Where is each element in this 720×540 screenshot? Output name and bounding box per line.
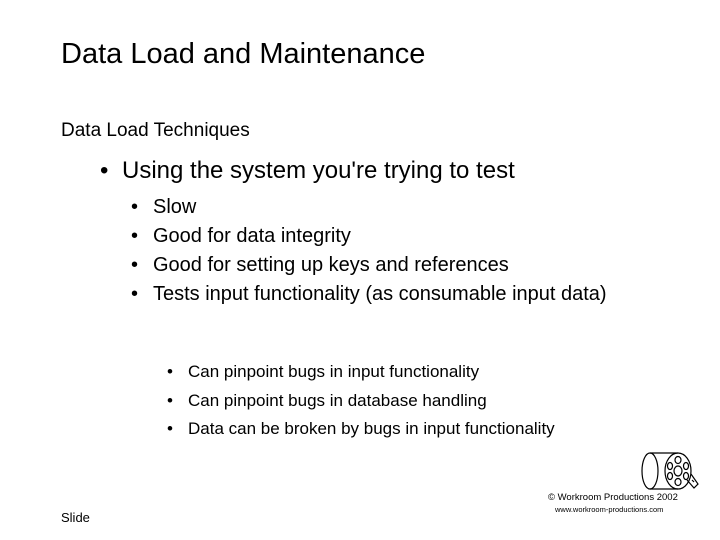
bullet-marker: • <box>167 362 173 381</box>
section-heading: Data Load Techniques <box>61 120 250 141</box>
bullet-marker: • <box>131 254 139 276</box>
level1-bullet-item <box>100 155 515 187</box>
level3-bullet-item <box>167 415 687 444</box>
level2-bullet-text: Good for data integrity <box>153 225 351 247</box>
bullet-marker: • <box>167 390 173 410</box>
level3-bullet-text: Data can be broken by bugs in input functionality <box>188 419 555 438</box>
level1-bullet-text: Using the system you're trying to test <box>122 157 515 184</box>
bullet-marker: • <box>100 157 109 184</box>
slide-title: Data Load and Maintenance <box>61 38 426 70</box>
slide-footer-label: Slide <box>61 510 90 525</box>
copyright-text: © Workroom Productions 2002 <box>548 492 678 503</box>
level2-bullet-item <box>131 280 653 309</box>
level3-bullet-item <box>167 387 687 416</box>
level3-bullet-text: Can pinpoint bugs in input functionality <box>188 362 480 381</box>
level2-bullet-text: Slow <box>153 196 197 218</box>
level2-bullet-item <box>131 222 671 251</box>
bullet-marker: • <box>131 225 139 247</box>
film-reel-icon <box>634 450 700 492</box>
bullet-marker: • <box>131 196 139 218</box>
level3-bullet-item <box>167 358 687 387</box>
level2-bullet-list <box>131 193 671 309</box>
level2-bullet-item <box>131 251 671 280</box>
level3-bullet-text: Can pinpoint bugs in database handling <box>188 390 487 410</box>
level2-bullet-text: Tests input functionality (as consumable input data) <box>153 283 607 305</box>
website-url: www.workroom-productions.com <box>555 505 664 514</box>
level2-bullet-text: Good for setting up keys and references <box>153 254 509 276</box>
bullet-marker: • <box>131 283 139 305</box>
level3-bullet-list <box>167 358 687 444</box>
bullet-marker: • <box>167 419 173 438</box>
level2-bullet-item <box>131 193 671 222</box>
